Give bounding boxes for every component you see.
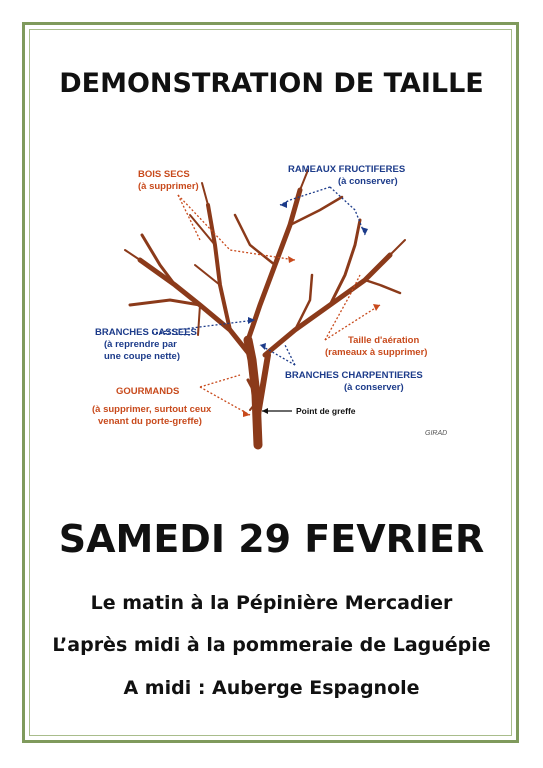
label-gourmands: GOURMANDS (116, 386, 180, 397)
label-cassees-note2: une coupe nette) (104, 351, 181, 362)
label-cassees: BRANCHES CASSEES (95, 327, 197, 338)
event-date: SAMEDI 29 FEVRIER (58, 517, 485, 561)
lunch-info: A midi : Auberge Espagnole (123, 677, 420, 699)
label-bois-secs: BOIS SECS (138, 169, 190, 180)
label-rameaux-note: (à conserver) (338, 176, 398, 187)
pruning-diagram (80, 155, 470, 450)
label-cassees-note1: (à reprendre par (104, 339, 177, 350)
afternoon-info: L’après midi à la pommeraie de Laguépie (52, 634, 491, 656)
label-gourmands-note2: venant du porte-greffe) (98, 416, 202, 427)
label-rameaux: RAMEAUX FRUCTIFERES (288, 164, 406, 175)
label-aeration: Taille d'aération (348, 335, 420, 346)
label-bois-secs-note: (à supprimer) (138, 181, 199, 192)
illustrator-signature: GIRAD (425, 430, 448, 437)
label-greffe: Point de greffe (296, 406, 356, 416)
label-aeration-note: (rameaux à supprimer) (325, 347, 428, 358)
poster-title: DEMONSTRATION DE TAILLE (59, 68, 484, 99)
label-gourmands-note1: (à supprimer, surtout ceux (92, 404, 212, 415)
morning-info: Le matin à la Pépinière Mercadier (90, 592, 453, 614)
label-charpentieres: BRANCHES CHARPENTIERES (285, 370, 423, 381)
label-charpentieres-note: (à conserver) (344, 382, 404, 393)
